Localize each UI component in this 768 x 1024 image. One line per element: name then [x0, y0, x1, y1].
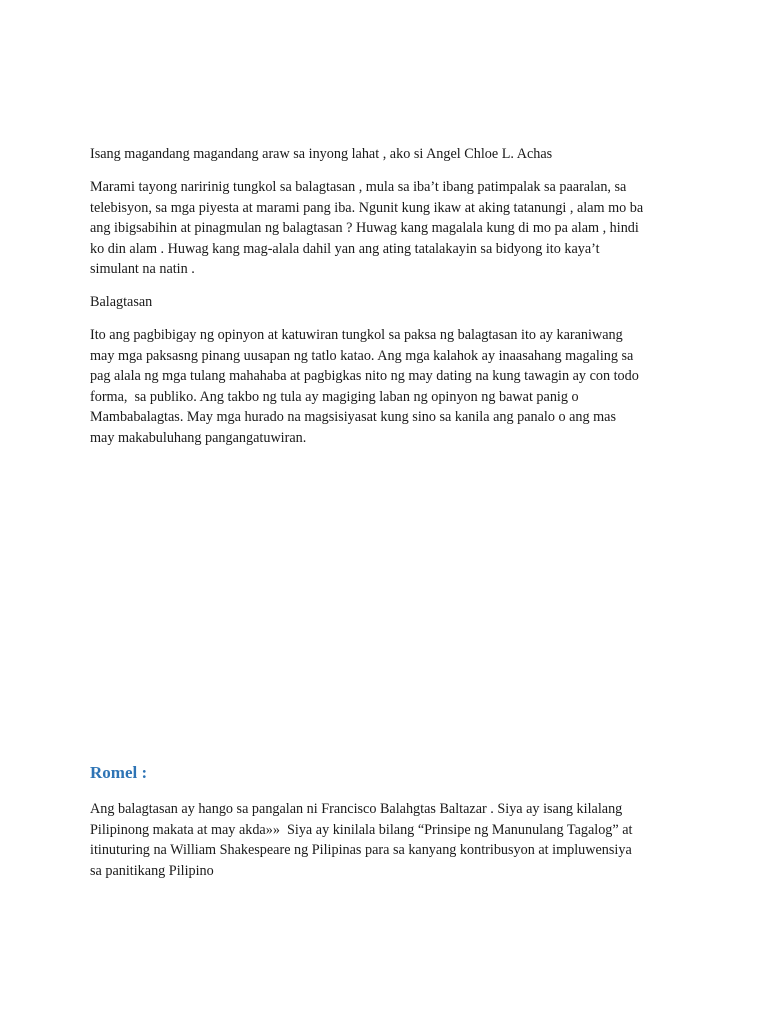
intro-paragraph — [90, 177, 690, 280]
paragraph-line: Mambabalagtas. May mga hurado na magsisiyasat kung sino sa kanila ang panalo o ang mas — [90, 409, 616, 426]
paragraph-line: pag alala ng mga tulang mahahaba at pagbigkas nito ng may dating na kung tawagin ay con todo — [90, 368, 639, 385]
romel-paragraph — [90, 799, 690, 881]
paragraph-line: Marami tayong naririnig tungkol sa balagtasan , mula sa iba’t ibang patimpalak sa paaralan, sa — [90, 179, 627, 195]
greeting-paragraph — [90, 144, 690, 165]
paragraph-line: ko din alam . Huwag kang mag-alala dahil yan ang ating tatalakayin sa bidyong ito kaya’t — [90, 240, 600, 257]
paragraph-line: Ito ang pagbibigay ng opinyon at katuwiran tungkol sa paksa ng balagtasan ito ay karaniwang — [90, 327, 623, 343]
paragraph-line: Ang balagtasan ay hango sa pangalan ni Francisco Balahgtas Baltazar . Siya ay isang kilalang — [90, 801, 623, 817]
paragraph-line: forma, sa publiko. Ang takbo ng tula ay magiging laban ng opinyon ng bawat panig o — [90, 388, 579, 405]
paragraph-line: Isang magandang magandang araw sa inyong lahat , ako si Angel Chloe L. Achas — [90, 146, 553, 162]
section-heading-text: Balagtasan — [90, 294, 153, 310]
section-heading — [90, 292, 690, 313]
paragraph-line: Pilipinong makata at may akda»» Siya ay kinilala bilang “Prinsipe ng Manunulang Tagalog” at — [90, 821, 633, 838]
paragraph-line: may makabuluhang pangangatuwiran. — [90, 429, 307, 446]
speaker-heading: Romel : — [90, 763, 148, 782]
paragraph-line: telebisyon, sa mga piyesta at marami pang iba. Ngunit kung ikaw at aking tatanungi , alam mo ba — [90, 199, 644, 216]
paragraph-line: simulant na natin . — [90, 261, 195, 278]
definition-paragraph — [90, 325, 690, 449]
paragraph-line: may mga paksasng pinang uusapan ng tatlo katao. Ang mga kalahok ay inaasahang magaling sa — [90, 347, 634, 364]
paragraph-line: itinuturing na William Shakespeare ng Pilipinas para sa kanyang kontribusyon at impluwensiya — [90, 842, 632, 859]
paragraph-line: ang ibigsabihin at pinagmulan ng balagtasan ? Huwag kang magalala kung di mo pa alam , hindi — [90, 220, 639, 237]
paragraph-line: sa panitikang Pilipino — [90, 862, 214, 879]
